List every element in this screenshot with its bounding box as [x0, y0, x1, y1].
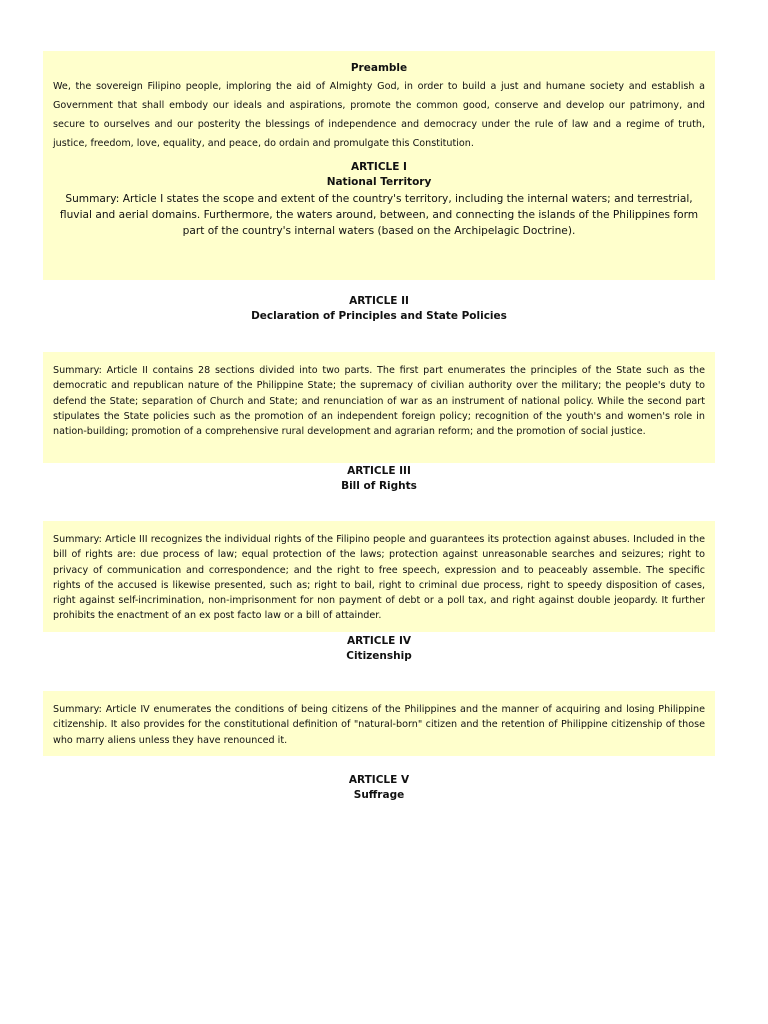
- article-4-heading: [43, 634, 715, 664]
- article-1-number: ARTICLE I: [351, 161, 407, 173]
- article-4-summary: Summary: Article IV enumerates the conditions of being citizens of the Philippines and the manner of acquiring and losing Philippine citizenship. It also provides for the constitutional definition of "natural-born" citizen and the retention of Philippine citizenship of those who marry aliens unless they have renounced it.: [53, 704, 705, 746]
- preamble-text: We, the sovereign Filipino people, imploring the aid of Almighty God, in order to build a just and humane society and establish a Government that shall embody our ideals and aspirations, promote the common good, conserve and develop our patrimony, and secure to ourselves and our posterity the blessings of independence and democracy under the rule of law and a regime of truth, justice, freedom, love, equality, and peace, do ordain and promulgate this Constitution.: [53, 81, 705, 149]
- article-3-summary-box: [43, 521, 715, 632]
- article-2-number: ARTICLE II: [349, 295, 409, 307]
- article-4-title: Citizenship: [346, 650, 412, 662]
- article-3-heading: [43, 464, 715, 494]
- article-4-number: ARTICLE IV: [346, 635, 412, 647]
- article-3-title: Bill of Rights: [341, 480, 417, 492]
- preamble-box: [43, 51, 715, 280]
- article-2-summary: Summary: Article II contains 28 sections divided into two parts. The first part enumerates the principles of the State such as the democratic and republican nature of the Philippine State; the supremacy of civilian authority over the military; the people's duty to defend the State; separation of Church and State; and renunciation of war as an instrument of national policy. While the second part stipulates the State policies such as the promotion of an independent foreign policy; recognition of the youth's and women's role in nation-building; promotion of a comprehensive rural development and agrarian reform; and the promotion of social justice.: [53, 365, 705, 438]
- preamble-title: Preamble: [350, 62, 408, 74]
- article-5-title: Suffrage: [353, 789, 405, 801]
- article-4-summary-box: [43, 691, 715, 756]
- article-2-heading: [43, 294, 715, 324]
- article-5-number: ARTICLE V: [348, 774, 410, 786]
- article-3-summary: Summary: Article III recognizes the individual rights of the Filipino people and guarantees its protection against abuses. Included in the bill of rights are: due process of law; equal protection of the laws; protection against unreasonable searches and seizures; right to privacy of communication and correspondence; and the right to free speech, expression and to peaceably assemble. The specific rights of the accused is likewise presented, such as; right to bail, right to criminal due process, right to speedy disposition of cases, right against self-incrimination, non-imprisonment for non payment of debt or a poll tax, and right against double jeopardy. It further prohibits the enactment of an ex post facto law or a bill of attainder.: [53, 534, 705, 622]
- article-5-heading: [43, 773, 715, 803]
- article-1-summary: Summary: Article I states the scope and extent of the country's territory, including the internal waters; and terrestrial, fluvial and aerial domains. Furthermore, the waters around, between, and connecting the islands of the Philippines form part of the country's internal waters (based on the Archipelagic Doctrine).: [59, 193, 699, 237]
- article-2-title: Declaration of Principles and State Policies: [251, 310, 507, 322]
- article-2-summary-box: [43, 352, 715, 463]
- article-1-title: National Territory: [326, 176, 432, 188]
- article-3-number: ARTICLE III: [347, 465, 411, 477]
